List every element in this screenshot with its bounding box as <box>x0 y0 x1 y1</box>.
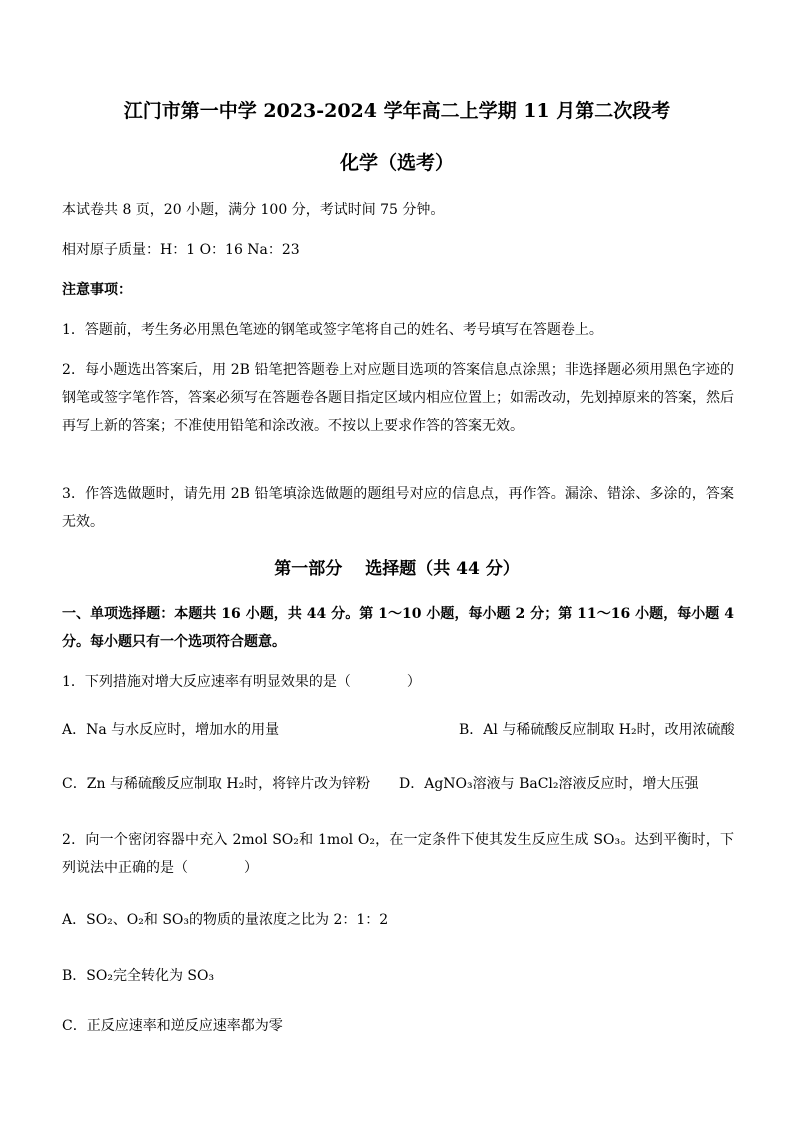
q1-option-b: B．Al 与稀硫酸反应制取 H₂时，改用浓硫酸 <box>459 722 735 738</box>
notice-item-1: 1．答题前，考生务必用黑色笔迹的钢笔或签字笔将自己的姓名、考号填写在答题卷上。 <box>62 322 603 338</box>
question-2-stem: 2．向一个密闭容器中充入 2mol SO₂和 1mol O₂，在一定条件下使其发生反应生成 SO₃。达到平衡时，下列说法中正确的是（ ） <box>62 832 734 876</box>
section-heading: 一、单项选择题：本题共 16 小题，共 44 分。第 1～10 小题，每小题 2 分；第 11～16 小题，每小题 4 分。每小题只有一个选项符合题意。 <box>62 606 734 650</box>
notice-heading: 注意事项： <box>62 282 132 298</box>
exam-subtitle: 化学（选考） <box>339 152 454 174</box>
q2-option-c: C．正反应速率和逆反应速率都为零 <box>62 1018 283 1034</box>
notice-item-2: 2．每小题选出答案后，用 2B 铅笔把答题卷上对应题目选项的答案信息点涂黑；非选择题必须用黑色字迹的钢笔或签字笔作答，答案必须写在答题卷各题目指定区域内相应位置上；如需改动，先划掉原来的答案，然后再写上新的答案；不准使用铅笔和涂改液。不按以上要求作答的答案无效。 <box>62 362 734 434</box>
q1-option-c: C．Zn 与稀硫酸反应制取 H₂时，将锌片改为锌粉 <box>62 776 371 792</box>
question-1-options-row-1 <box>62 716 734 744</box>
part-heading: 第一部分 选择题（共 44 分） <box>274 559 520 579</box>
question-1-options-row-2 <box>62 770 734 798</box>
exam-info-line: 本试卷共 8 页，20 小题，满分 100 分，考试时间 75 分钟。 <box>62 202 445 218</box>
q2-option-a: A．SO₂、O₂和 SO₃的物质的量浓度之比为 2：1：2 <box>62 912 389 928</box>
q1-option-d: D．AgNO₃溶液与 BaCl₂溶液反应时，增大压强 <box>399 776 699 792</box>
notice-item-3: 3．作答选做题时，请先用 2B 铅笔填涂选做题的题组号对应的信息点，再作答。漏涂、错涂、多涂的，答案无效。 <box>62 486 734 530</box>
q1-option-a: A．Na 与水反应时，增加水的用量 <box>62 722 280 738</box>
question-1-stem: 1．下列措施对增大反应速率有明显效果的是（ ） <box>62 674 421 690</box>
exam-title: 江门市第一中学 2023-2024 学年高二上学期 11 月第二次段考 <box>123 100 671 122</box>
q2-option-b: B．SO₂完全转化为 SO₃ <box>62 968 215 984</box>
atomic-mass-line: 相对原子质量：H：1 O：16 Na：23 <box>62 242 300 258</box>
